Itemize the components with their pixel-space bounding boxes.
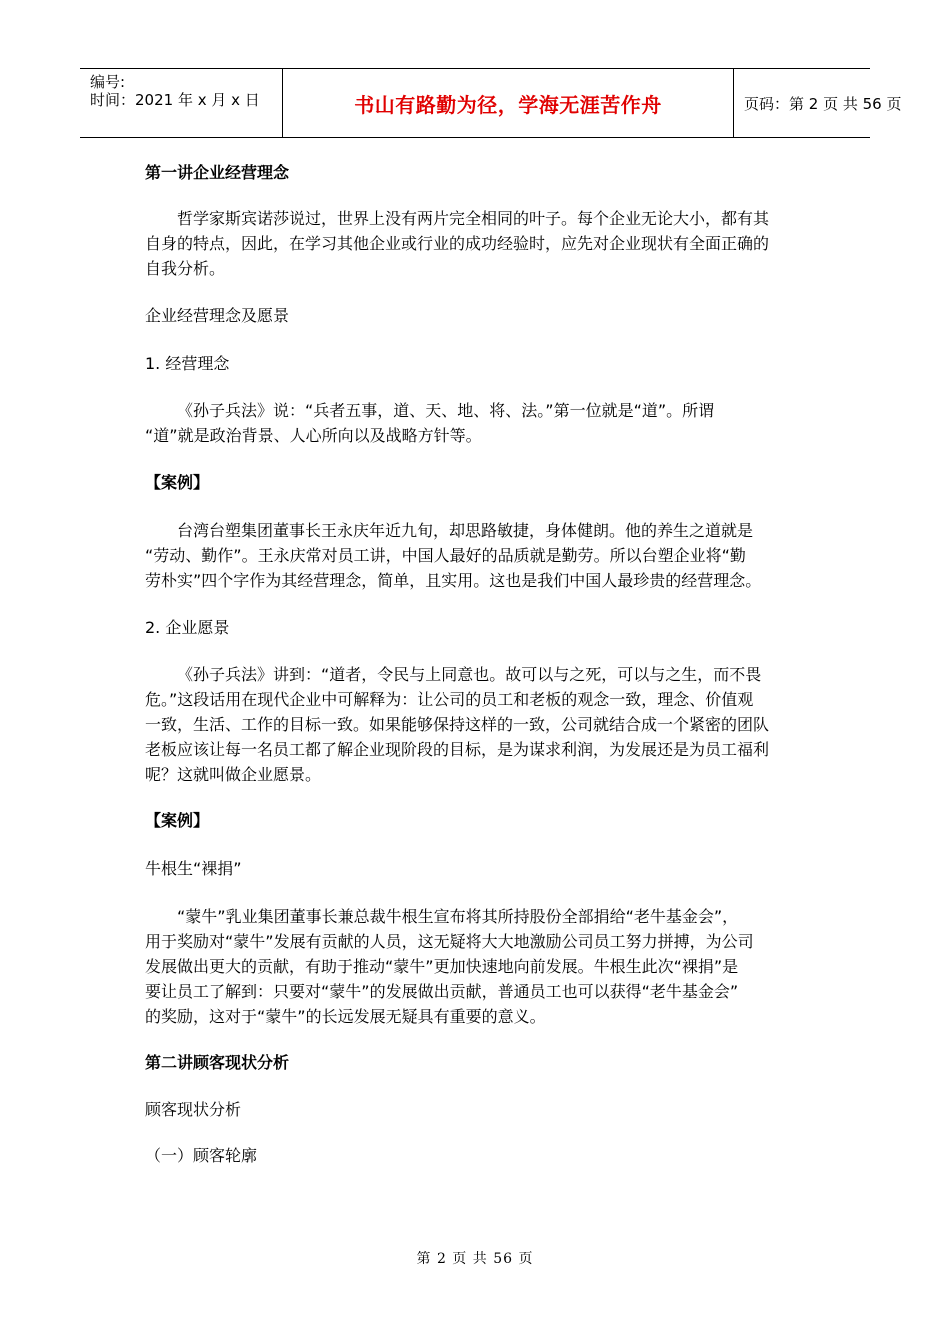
paragraph-line: 自我分析。: [145, 259, 226, 278]
subheading-customer-profile: （一）顾客轮廓: [145, 1146, 258, 1165]
paragraph-line: 《孙子兵法》说：“兵者五事，道、天、地、将、法。”第一位就是“道”。所谓: [177, 401, 715, 420]
paragraph-line: 要让员工了解到：只要对“蒙牛”的发展做出贡献，普通员工也可以获得“老牛基金会”: [145, 982, 739, 1001]
paragraph-sunzi-2: [145, 662, 810, 787]
heading-lecture-2: 第二讲顾客现状分析: [145, 1053, 290, 1072]
paragraph-line: 用于奖励对“蒙牛”发展有贡献的人员，这无疑将大大地激励公司员工努力拼搏，为公司: [145, 932, 754, 951]
paragraph-line: 一致，生活、工作的目标一致。如果能够保持这样的一致，公司就结合成一个紧密的团队: [145, 715, 770, 734]
page-footer: 第 2 页 共 56 页: [416, 1251, 534, 1267]
header-page-cell: [734, 69, 902, 137]
paragraph-line: “蒙牛”乳业集团董事长兼总裁牛根生宣布将其所持股份全部捐给“老牛基金会”，: [177, 907, 739, 926]
subheading-customer-analysis: 顾客现状分析: [145, 1100, 242, 1119]
subheading-concept-vision: 企业经营理念及愿景: [145, 306, 290, 325]
case-label: 【案例】: [145, 473, 210, 492]
time-label: 时间：2021 年 x 月 x 日: [90, 91, 260, 109]
subheading-vision: 2. 企业愿景: [145, 618, 230, 637]
header-motto-cell: [283, 69, 734, 137]
paragraph-line: “道”就是政治背景、人心所向以及战略方针等。: [145, 426, 482, 445]
paragraph-line: 的奖励，这对于“蒙牛”的长远发展无疑具有重要的意义。: [145, 1007, 546, 1026]
paragraph-sunzi-1: [145, 398, 810, 448]
case-label: 【案例】: [145, 811, 210, 830]
paragraph-line: 台湾台塑集团董事长王永庆年近九旬，却思路敏捷，身体健朗。他的养生之道就是: [177, 521, 754, 540]
header-meta: [80, 69, 283, 137]
paragraph-intro: [145, 206, 810, 281]
page-header: [80, 68, 902, 138]
paragraph-line: 呢？这就叫做企业愿景。: [145, 765, 322, 784]
subheading-business-concept: 1. 经营理念: [145, 354, 230, 373]
paragraph-line: 老板应该让每一名员工都了解企业现阶段的目标，是为谋求利润，为发展还是为员工福利: [145, 740, 770, 759]
paragraph-line: 危。”这段话用在现代企业中可解释为：让公司的员工和老板的观念一致，理念、价值观: [145, 690, 754, 709]
paragraph-line: 自身的特点，因此，在学习其他企业或行业的成功经验时，应先对企业现状有全面正确的: [145, 234, 770, 253]
paragraph-mengniu: [145, 904, 810, 1029]
paragraph-line: 哲学家斯宾诺莎说过，世界上没有两片完全相同的叶子。每个企业无论大小，都有其: [177, 209, 770, 228]
paragraph-line: 《孙子兵法》讲到：“道者，令民与上同意也。故可以与之死，可以与之生，而不畏: [177, 665, 762, 684]
heading-lecture-1: 第一讲企业经营理念: [145, 163, 290, 182]
paragraph-line: “劳动、勤作”。王永庆常对员工讲，中国人最好的品质就是勤劳。所以台塑企业将“勤: [145, 546, 746, 565]
motto: 书山有路勤为径，学海无涯苦作舟: [354, 92, 662, 117]
paragraph-line: 劳朴实”四个字作为其经营理念，简单，且实用。这也是我们中国人最珍贵的经营理念。: [145, 571, 762, 590]
paragraph-formosa: [145, 518, 810, 593]
paragraph-line: 发展做出更大的贡献，有助于推动“蒙牛”更加快速地向前发展。牛根生此次“裸捐”是: [145, 957, 739, 976]
number-label: 编号:: [90, 73, 126, 91]
page-info: 页码：第 2 页 共 56 页: [744, 94, 902, 113]
subheading-niu-gensheng: 牛根生“裸捐”: [145, 859, 242, 878]
